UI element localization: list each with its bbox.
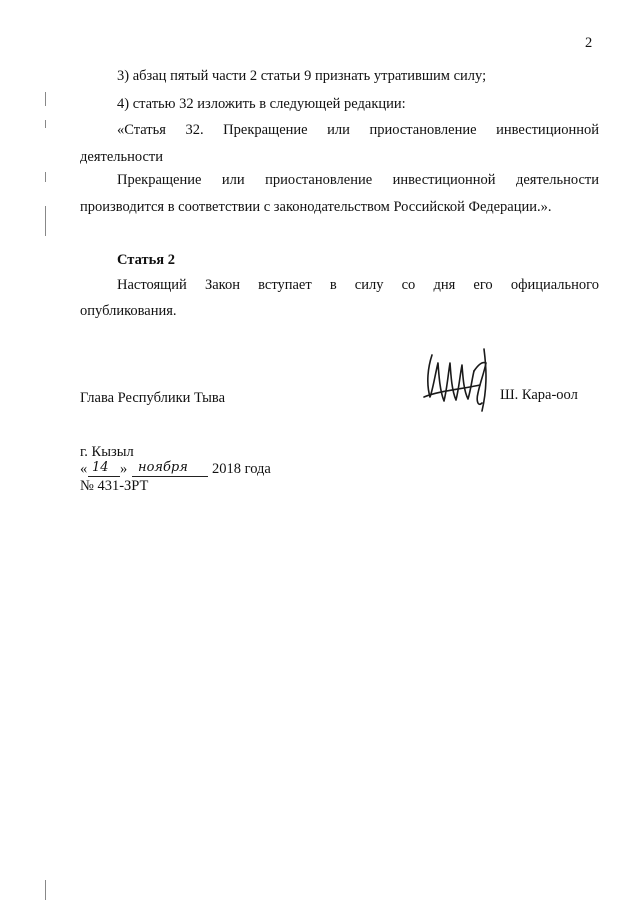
date-open-quote: « xyxy=(80,461,88,477)
signature-icon xyxy=(418,345,498,413)
quote-title-line2: деятельности xyxy=(80,149,164,165)
article-2-heading: Статья 2 xyxy=(117,252,175,268)
margin-mark xyxy=(45,120,46,128)
date-close-quote: » xyxy=(120,461,128,477)
article-2-text-line1: Настоящий Закон вступает в силу со дня его официального xyxy=(117,277,599,293)
date-year: 2018 года xyxy=(212,461,271,477)
signatory-name: Ш. Кара-оол xyxy=(500,387,578,403)
page-number: 2 xyxy=(585,35,593,51)
city: г. Кызыл xyxy=(80,444,134,460)
quote-title-line1: «Статья 32. Прекращение или приостановление инвестиционной xyxy=(117,122,599,138)
margin-mark xyxy=(45,172,46,182)
date-month: ноября xyxy=(138,460,188,475)
margin-mark xyxy=(45,206,46,236)
law-number: № 431-ЗРТ xyxy=(80,478,149,494)
date-day: 14 xyxy=(92,460,109,475)
article-2-text-line2: опубликования. xyxy=(80,303,177,319)
margin-mark xyxy=(45,880,46,900)
date-month-underline xyxy=(132,476,208,477)
item-3: 3) абзац пятый части 2 статьи 9 признать утратившим силу; xyxy=(117,68,487,84)
signatory-position: Глава Республики Тыва xyxy=(80,390,226,406)
date-day-underline xyxy=(88,476,120,477)
quote-text-line1: Прекращение или приостановление инвестиционной деятельности xyxy=(117,172,599,188)
quote-text-line2: производится в соответствии с законодательством Российской Федерации.». xyxy=(80,199,552,215)
date-line xyxy=(80,459,320,479)
margin-mark xyxy=(45,92,46,106)
item-4: 4) статью 32 изложить в следующей редакции: xyxy=(117,96,406,112)
